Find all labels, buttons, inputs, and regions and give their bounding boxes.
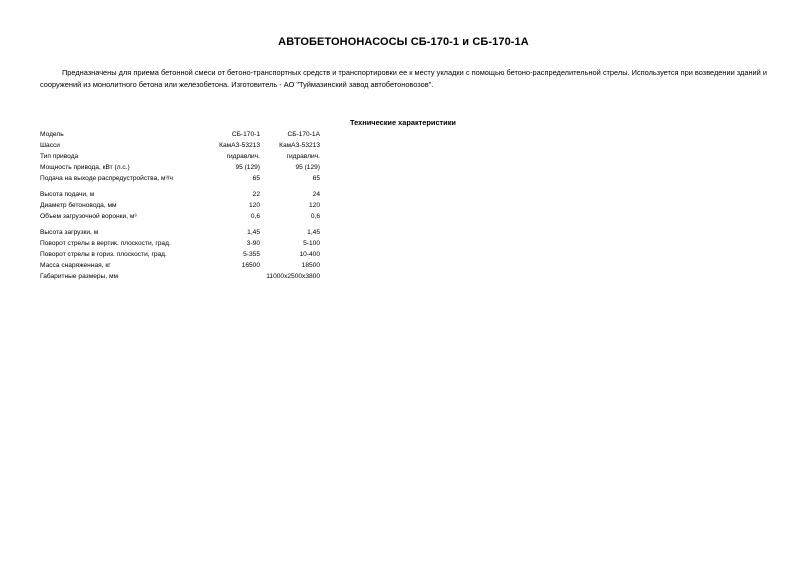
spec-name: Модель [40,131,64,138]
spec-name: Поворот стрелы в гориз. плоскости, град. [40,251,167,258]
spec-name: Подача на выходе распредустройства, м³/ч [40,175,173,182]
table-row [38,249,320,260]
spec-name: Высота подачи, м [40,191,95,198]
spec-value-sb-170-1: 0,6 [250,213,260,220]
table-row [38,151,320,162]
spec-value-sb-170-1a: 24 [312,191,320,198]
spec-name: Шасси [40,142,60,149]
table-row [38,184,320,200]
spec-value-sb-170-1: 95 (129) [235,164,260,171]
spec-name: Диаметр бетоновода, мм [40,202,117,209]
spec-name: Мощность привода, кВт (л.с.) [40,164,130,171]
spec-name: Масса снаряженная, кг [40,262,111,269]
table-row [38,211,320,222]
table-row [38,140,320,151]
spec-value-sb-170-1a: 65 [312,175,320,182]
specs-heading: Технические характеристики [350,118,456,127]
spec-value-sb-170-1a: 1,45 [307,229,320,236]
spec-value-sb-170-1a: КамАЗ-53213 [279,142,320,149]
spec-value-shared: 11000х2500х3800 [266,273,320,280]
spec-value-sb-170-1a: 120 [308,202,320,209]
spec-value-sb-170-1: 16500 [241,262,260,269]
table-row [38,271,320,282]
table-row [38,162,320,173]
spec-value-sb-170-1a: 10-400 [299,251,320,258]
spec-name: Поворот стрелы в вертик. плоскости, град. [40,240,171,247]
spec-value-sb-170-1a: 95 (129) [295,164,320,171]
spec-value-sb-170-1: 22 [252,191,260,198]
spec-value-sb-170-1a: 5-100 [303,240,320,247]
table-row [38,129,320,140]
spec-value-sb-170-1: 5-355 [243,251,260,258]
table-row [38,200,320,211]
specs-table [38,129,320,282]
spec-value-sb-170-1a: СБ-170-1А [287,131,320,138]
spec-value-sb-170-1a: 18500 [301,262,320,269]
spec-value-sb-170-1: СБ-170-1 [231,131,260,138]
spec-name: Объем загрузочной воронки, м³ [40,213,137,220]
spec-value-sb-170-1: 1,45 [247,229,260,236]
spec-value-sb-170-1: гидравлич. [226,153,260,160]
table-row [38,260,320,271]
intro-paragraph: Предназначены для приема бетонной смеси от бетоно-транспортных средств и транспортировки ее к месту укладки с помощью бетоно-распределительной стрелы. Используется при возведении зданий и сооружений из монолитного бетона или железобетона. Изготовитель - АО "Туймазинский завод автобетоновозов". [40,68,767,89]
spec-value-sb-170-1a: гидравлич. [286,153,320,160]
spec-value-sb-170-1a: 0,6 [310,213,320,220]
spec-value-sb-170-1: КамАЗ-53213 [219,142,260,149]
spec-value-sb-170-1: 120 [248,202,260,209]
spec-value-sb-170-1: 3-90 [246,240,260,247]
table-row [38,173,320,184]
spec-name: Габаритные размеры, мм [40,273,119,280]
spec-name: Высота загрузки, м [40,229,99,236]
spec-value-sb-170-1: 65 [252,175,260,182]
page-title: АВТОБЕТОНОНАСОСЫ СБ-170-1 и СБ-170-1А [278,36,529,48]
table-row [38,222,320,238]
spec-name: Тип привода [40,153,79,160]
table-row [38,238,320,249]
